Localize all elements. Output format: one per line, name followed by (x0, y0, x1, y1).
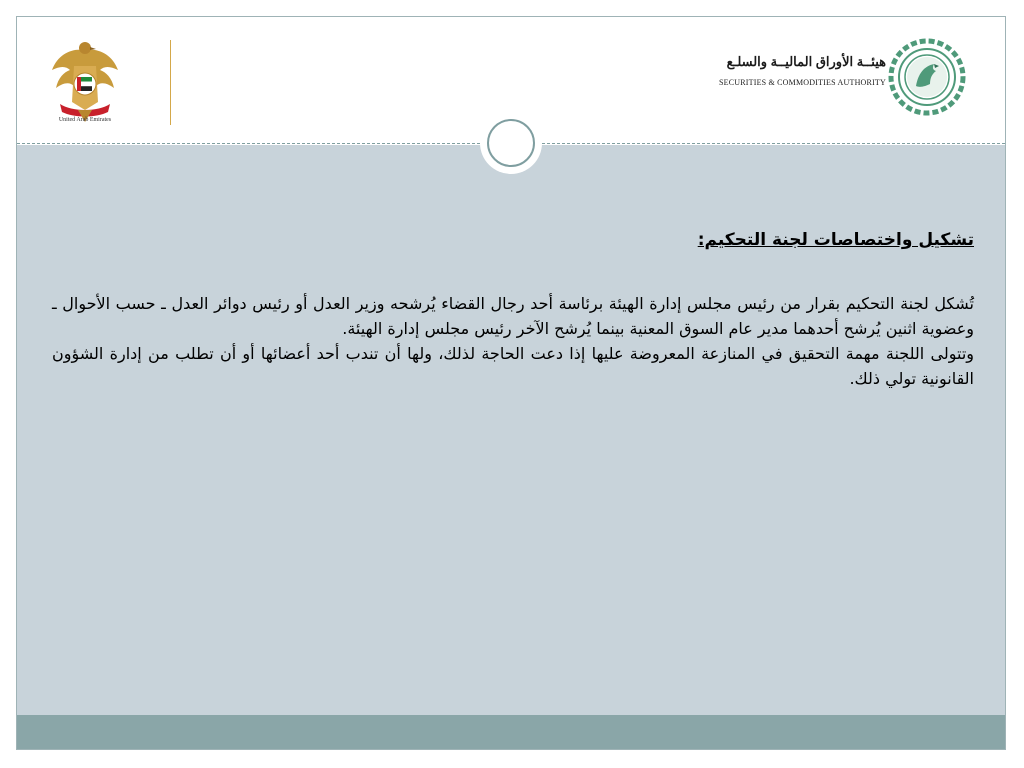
uae-caption: United Arab Emirates (58, 117, 112, 123)
slide-title: تشكيل واختصاصات لجنة التحكيم: (697, 230, 974, 250)
header-divider-circle (480, 112, 542, 174)
header-gold-divider (170, 40, 171, 125)
divider-ring-icon (487, 119, 535, 167)
paragraph-composition: تُشكل لجنة التحكيم بقرار من رئيس مجلس إدارة الهيئة برئاسة أحد رجال القضاء يُرشحه وزير العدل أو رئيس دوائر العدل ـ حسب الأحوال ـ وعضوية اثنين يُرشح أحدهما مدير عام السوق المعنية بينما يُرشح الآخر رئيس مجلس إدارة الهيئة. (52, 294, 974, 338)
footer-band (17, 715, 1005, 749)
sca-name-english: SECURITIES & COMMODITIES AUTHORITY (718, 78, 886, 87)
sca-emblem-logo (886, 36, 968, 118)
paragraph-duties: وتتولى اللجنة مهمة التحقيق في المنازعة المعروضة عليها إذا دعت الحاجة لذلك، ولها أن تندب أحد أعضائها أو أن تطلب من إدارة الشؤون القانونية تولي ذلك. (52, 344, 974, 388)
uae-emblem-logo (46, 36, 124, 128)
sca-name-arabic: هيئــة الأوراق الماليــة والسلـع (726, 54, 886, 69)
slide-body (52, 228, 974, 391)
